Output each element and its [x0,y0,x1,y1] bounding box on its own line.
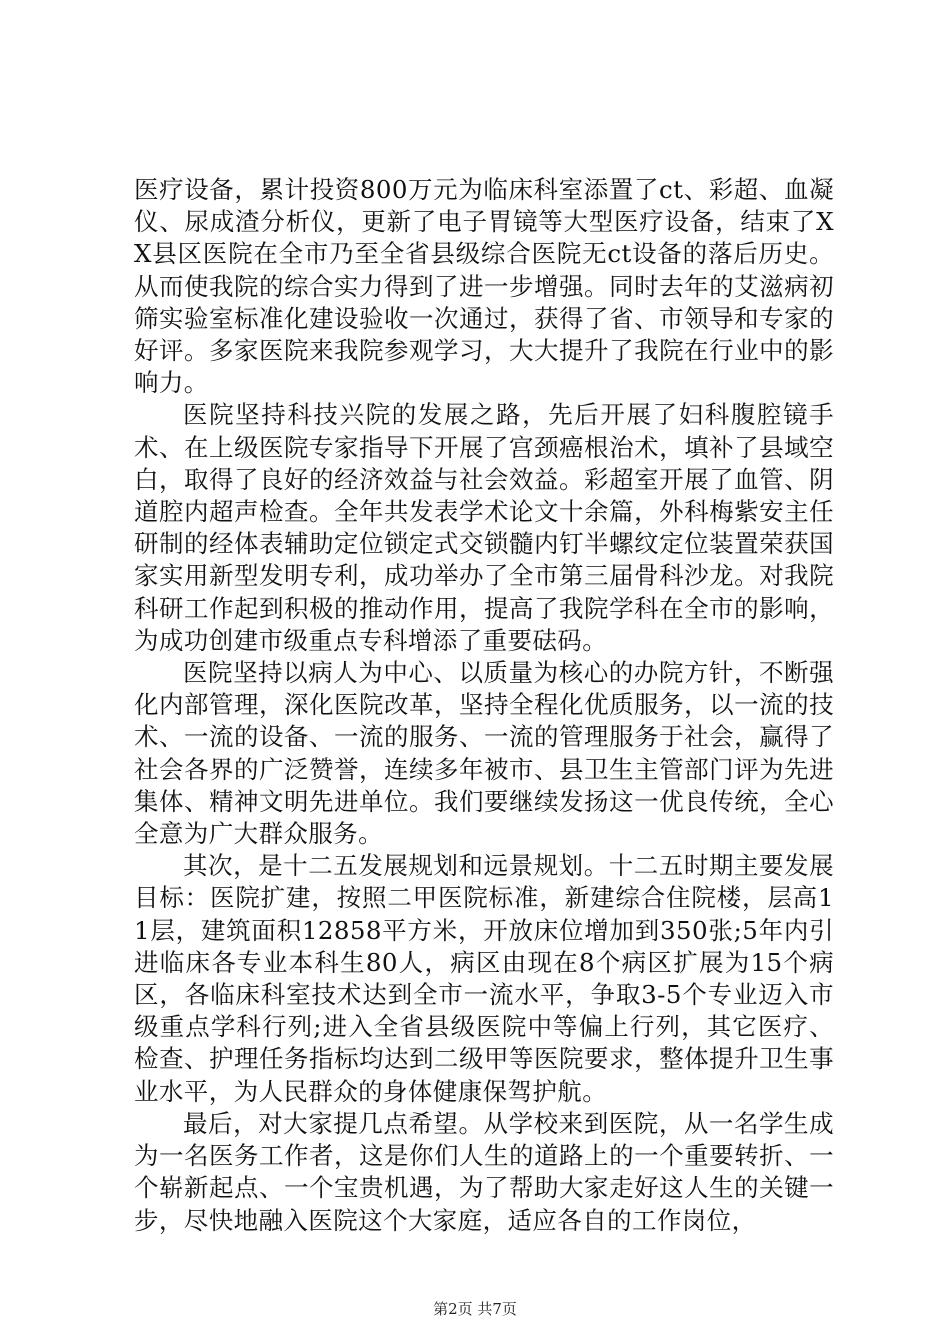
paragraph-3: 医院坚持以病人为中心、以质量为核心的办院方针，不断强化内部管理，深化医院改革，坚持全程化优质服务，以一流的技术、一流的设备、一流的服务、一流的管理服务于社会，赢得了社会各界的广泛赞誉，连续多年被市、县卫生主管部门评为先进集体、精神文明先进单位。我们要继续发扬这一优良传统，全心全意为广大群众服务。 [134,658,834,849]
page-number-footer: 第2页 共7页 [433,1300,517,1318]
paragraph-4: 其次，是十二五发展规划和远景规划。十二五时期主要发展目标：医院扩建，按照二甲医院标准，新建综合住院楼，层高11层，建筑面积12858平方米，开放床位增加到350张;5年内引进临床各专业本科生80人，病区由现在8个病区扩展为15个病区，各临床科室技术达到全市一流水平，争取3-5个专业迈入市级重点学科行列;进入全省县级医院中等偏上行列，其它医疗、检查、护理任务指标均达到二级甲等医院要求，整体提升卫生事业水平，为人民群众的身体健康保驾护航。 [134,851,834,1106]
paragraph-2: 医院坚持科技兴院的发展之路，先后开展了妇科腹腔镜手术、在上级医院专家指导下开展了宫颈癌根治术，填补了县域空白，取得了良好的经济效益与社会效益。彩超室开展了血管、阴道腔内超声检查。全年共发表学术论文十余篇，外科梅紫安主任研制的经体表辅助定位锁定式交锁髓内钉半螺纹定位装置荣获国家实用新型发明专利，成功举办了全市第三届骨科沙龙。对我院科研工作起到积极的推动作用，提高了我院学科在全市的影响，为成功创建市级重点专科增添了重要砝码。 [134,400,834,655]
paragraph-1: 医疗设备，累计投资800万元为临床科室添置了ct、彩超、血凝仪、尿成渣分析仪，更新了电子胃镜等大型医疗设备，结束了XX县区医院在全市乃至全省县级综合医院无ct设备的落后历史。从而使我院的综合实力得到了进一步增强。同时去年的艾滋病初筛实验室标准化建设验收一次通过，获得了省、市领导和专家的好评。多家医院来我院参观学习，大大提升了我院在行业中的影响力。 [134,175,834,398]
paragraph-5: 最后，对大家提几点希望。从学校来到医院，从一名学生成为一名医务工作者，这是你们人生的道路上的一个重要转折、一个崭新起点、一个宝贵机遇，为了帮助大家走好这人生的关键一步，尽快地融入医院这个大家庭，适应各自的工作岗位， [134,1108,834,1235]
document-body [134,174,834,1237]
